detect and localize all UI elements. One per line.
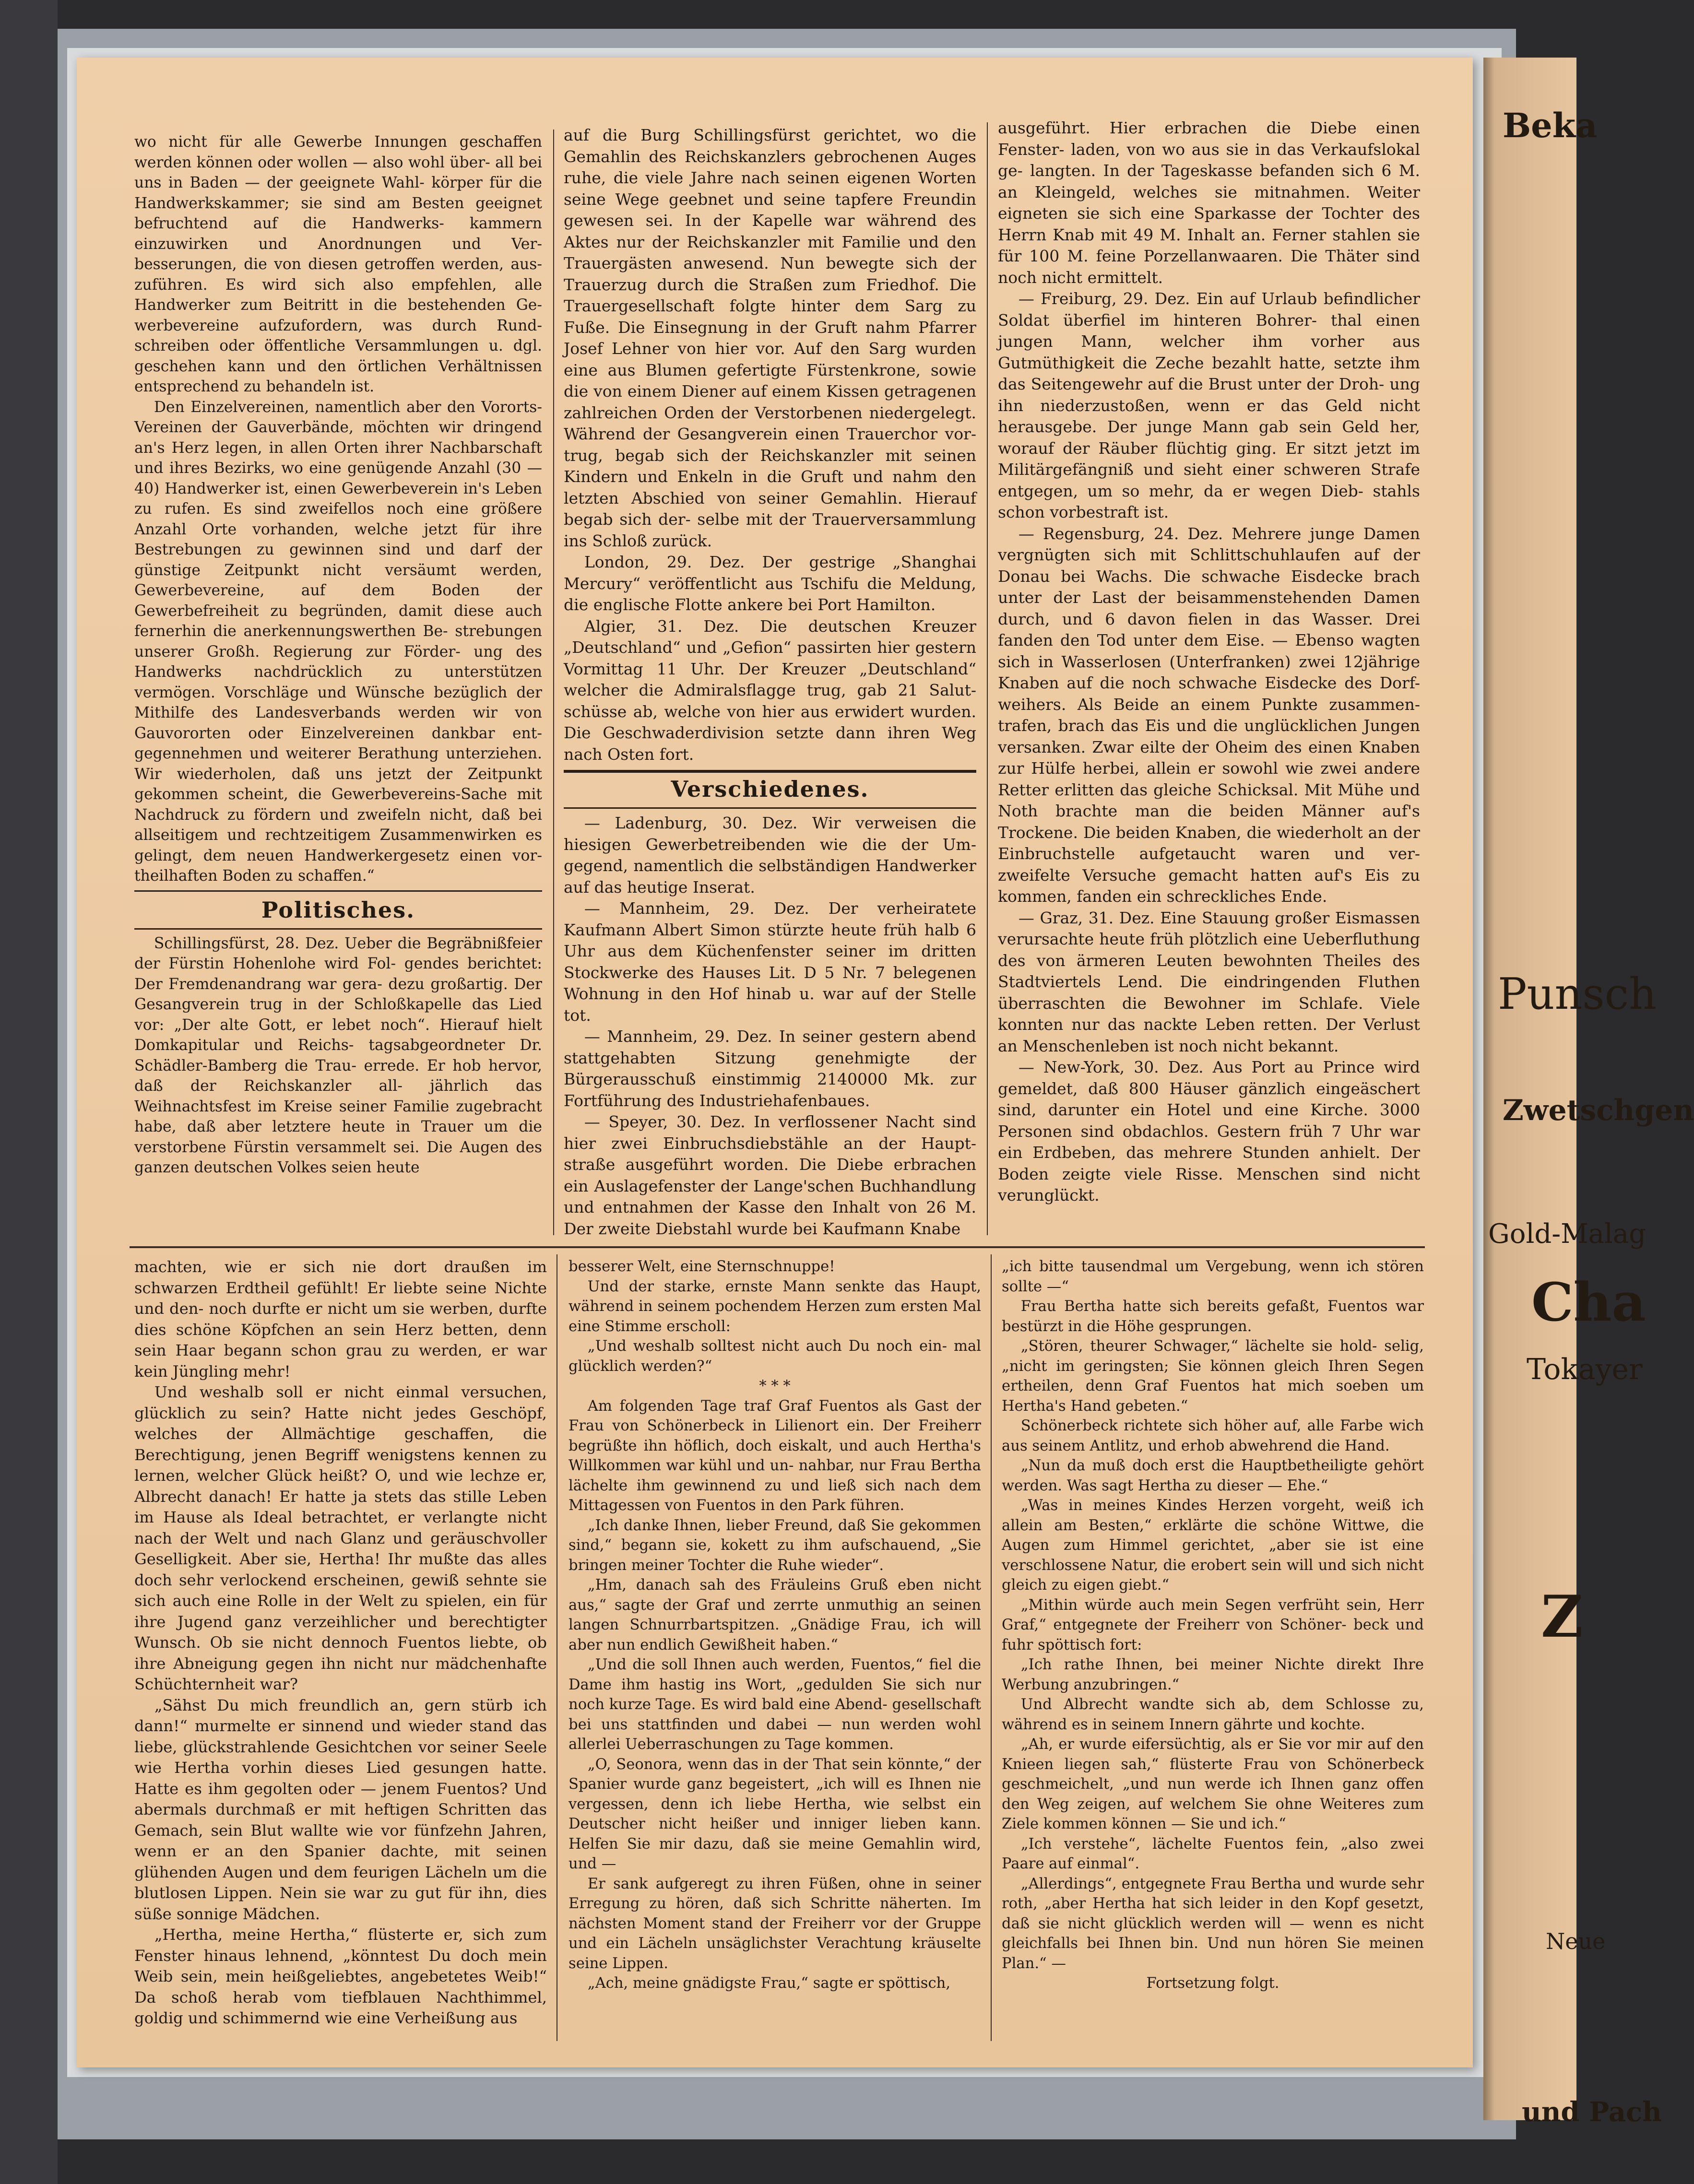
paragraph: „Nun da muß doch erst die Hauptbetheiligte gehört werden. Was sagt Hertha zu dieser — Ehe.“ (1002, 1457, 1424, 1494)
continuation-note: Fortsetzung folgt. (1146, 1975, 1279, 1992)
feuilleton-column-2 (569, 1257, 981, 2043)
section-heading-politics: Politisches. (261, 897, 415, 923)
adjacent-page-fragment: Z (1541, 1583, 1583, 1651)
feuilleton-column-1 (134, 1257, 547, 2043)
column-divider (553, 130, 554, 1235)
paragraph: „Hertha, meine Hertha,“ flüsterte er, sich zum Fenster hinaus lehnend, „könntest Du doch mein Weib sein, mein heißgeliebtes, angebetetes Weib!“ Da schoß herab vom tiefblauen Nachthimmel, goldig und schimmernd wie eine Verheißung aus (134, 1925, 547, 2027)
paragraph: „Ah, er wurde eifersüchtig, als er Sie vor mir auf den Knieen liegen sah,“ flüsterte Frau von Schönerbeck geschmeichelt, „und nun werde ich Ihnen ganz offen den Weg zeigen, auf welchem Sie ohne Weiteres zum Ziele kommen können — Sie und ich.“ (1002, 1736, 1424, 1832)
paragraph: „Allerdings“, entgegnete Frau Bertha und wurde sehr roth, „aber Hertha hat sich leider in den Kopf gesetzt, daß sie nicht glücklich werden will — wenn es nicht gleichfalls bei Ihnen bin. Und nun hören Sie meinen Plan.“ — (1002, 1875, 1424, 1972)
paragraph: Den Einzelvereinen, namentlich aber den Vororts-Vereinen der Gauverbände, möchten wir dringend an's Herz legen, in allen Orten ihrer Nachbarschaft und ihres Bezirks, wo eine genügende Anzahl (30 — 40) Handwerker ist, einen Gewerbeverein in's Leben zu rufen. Es sind zweifellos noch eine größere Anzahl Orte vorhanden, welche jetzt für ihre Bestrebungen zu gewinnen sind und darf der günstige Zeitpunkt nicht versäumt werden, Gewerbevereine, auf dem Boden der Gewerbefreiheit zu begründen, damit diese auch fernerhin die anerkennungswerthen Be- strebungen unserer Großh. Regierung zur Förder- ung des Handwerks nachdrücklich zu unterstützen vermögen. Vorschläge und Wünsche bezüglich der Mithilfe des Landesverbands werden wir von Gauvororten oder Einzelvereinen dankbar ent- gegennehmen und weiterer Berathung unterziehen. Wir wiederholen, daß uns jetzt der Zeitpunkt gekommen scheint, die Gewerbevereins-Sache mit Nachdruck zu fördern und zweifeln nicht, daß bei allseitigem und rechtzeitigem Zusammenwirken es gelingt, dem neuen Handwerkergesetz einen vor- theilhaften Boden zu schaffen.“ (134, 398, 542, 885)
paragraph: London, 29. Dez. Der gestrige „Shanghai Mercury“ veröffentlicht aus Tschifu die Meldung, die englische Flotte ankere bei Port Hamilton. (564, 553, 976, 614)
paragraph: wo nicht für alle Gewerbe Innungen geschaffen werden können oder wollen — also wohl über- all bei uns in Baden — der geeignete Wahl- körper für die Handwerkskammer; sie sind am Besten geeignet befruchtend auf die Handwerks- kammern einzuwirken und Anordnungen und Ver- besserungen, die von diesen getroffen werden, aus- zuführen. Es wird sich also empfehlen, alle Handwerker zum Beitritt in die bestehenden Ge- werbevereine aufzufordern, was durch Rund- schreiben oder öffentliche Versammlungen u. dgl. geschehen kann und den örtlichen Verhältnissen entsprechend zu behandeln ist. (134, 133, 542, 395)
paragraph: — New-York, 30. Dez. Aus Port au Prince wird gemeldet, daß 800 Häuser gänzlich eingeäschert sind, darunter ein Hotel und eine Kirche. 3000 Personen sind obdachlos. Gestern früh 7 Uhr war ein Erdbeben, das mehrere Stunden anhielt. Der Boden zeigte viele Risse. Menschen sind nicht verunglückt. (998, 1058, 1420, 1204)
paragraph: auf die Burg Schillingsfürst gerichtet, wo die Gemahlin des Reichskanzlers gebrochenen Auges ruhe, die viele Jahre nach seinen eigenen Worten seine Wege geebnet und seine tapfere Freundin gewesen sei. In der Kapelle war während des Aktes nur der Reichskanzler mit Familie und den Trauergästen anwesend. Nun bewegte sich der Trauerzug durch die Straßen zum Friedhof. Die Trauergesellschaft folgte hinter dem Sarg zu Fuße. Die Einsegnung in der Gruft nahm Pfarrer Josef Lehner von hier vor. Auf den Sarg wurden eine aus Blumen gefertigte Fürstenkrone, sowie die von einem Diener auf einem Kissen getragenen zahlreichen Orden der Verstorbenen niedergelegt. Während der Gesangverein einen Trauerchor vor- trug, begab sich der Reichskanzler mit seinen Kindern und Enkeln in die Gruft und nahm den letzten Abschied von seiner Gemahlin. Hierauf begab sich der- selbe mit der Trauerversammlung ins Schloß zurück. (564, 126, 976, 550)
paragraph: „Und weshalb solltest nicht auch Du noch ein- mal glücklich werden?“ (569, 1338, 981, 1375)
paragraph: — Mannheim, 29. Dez. Der verheiratete Kaufmann Albert Simon stürzte heute früh halb 6 Uhr aus dem Küchenfenster seiner im dritten Stockwerke des Hauses Lit. D 5 Nr. 7 belegenen Wohnung in den Hof hinab u. war auf der Stelle tot. (564, 899, 976, 1025)
feuilleton-column-3 (1002, 1257, 1424, 2043)
column-divider (991, 1254, 992, 2041)
paragraph: — Freiburg, 29. Dez. Ein auf Urlaub befindlicher Soldat überfiel im hinteren Bohrer- thal einen jungen Mann, welcher ihm vorher aus Gutmüthigkeit die Zeche bezahlt hatte, setzte ihm das Seitengewehr auf die Brust unter der Droh- ung ihn niederzustoßen, wenn er das Geld nicht herausgebe. Der junge Mann gab sein Geld her, worauf der Räuber flüchtig ging. Er sitzt jetzt im Militärgefängniß und sieht einer schweren Strafe entgegen, um so mehr, da er wegen Dieb- stahls schon vorbestraft ist. (998, 289, 1420, 521)
paragraph: „Mithin würde auch mein Segen verfrüht sein, Herr Graf,“ entgegnete der Freiherr von Schöner- beck und fuhr spöttisch fort: (1002, 1596, 1424, 1653)
paragraph: — Regensburg, 24. Dez. Mehrere junge Damen vergnügten sich mit Schlittschuhlaufen auf der Donau bei Wachs. Die schwache Eisdecke brach unter der Last der beisammenstehenden Damen durch, und 6 davon fielen in das Wasser. Drei fanden den Tod unter dem Eise. — Ebenso wagten sich in Wasserlosen (Unterfranken) zwei 12jährige Knaben auf die noch schwache Eisdecke des Dorf- weihers. Als Beide an einem Punkte zusammen- trafen, brach das Eis und die unglücklichen Jungen versanken. Zwar eilte der Oheim des einen Knaben zur Hülfe herbei, allein er sowohl wie zwei andere Retter erlitten das gleiche Schicksal. Mit Mühe und Noth brachte man die beiden Männer auf's Trockene. Die beiden Knaben, die wiederholt an der Einbruchstelle aufgetaucht waren und ver- zweifelte Versuche gemacht hatten auf's Eis zu kommen, fanden ein schreckliches Ende. (998, 524, 1420, 906)
paragraph: „Ich danke Ihnen, lieber Freund, daß Sie gekommen sind,“ begann sie, kokett zu ihm aufschauend, „Sie bringen meiner Tochter die Ruhe wieder“. (569, 1517, 981, 1574)
feuilleton-rule (130, 1246, 1425, 1248)
paragraph: „Stören, theurer Schwager,“ lächelte sie hold- selig, „nicht im geringsten; Sie können gleich Ihren Segen ertheilen, denn Graf Fuentos hat mich soeben um Hertha's Hand gebeten.“ (1002, 1338, 1424, 1415)
section-rule (564, 807, 976, 809)
scan-background (0, 0, 58, 2184)
paragraph: Schillingsfürst, 28. Dez. Ueber die Begräbnißfeier der Fürstin Hohenlohe wird Fol- gendes berichtet: Der Fremdenandrang war gera- dezu großartig. Der Gesangverein trug in der Schloßkapelle das Lied vor: „Der alte Gott, er lebet noch“. Hierauf hielt Domkapitular und Reichs- tagsabgeordneter Dr. Schädler-Bamberg die Trau- errede. Er hob hervor, daß der Reichskanzler all- jährlich das Weihnachtsfest im Kreise seiner Familie zugebracht habe, daß aber letztere heute in Trauer um die verstorbene Fürstin versammelt sei. Die Augen des ganzen deutschen Volkes seien heute (134, 934, 542, 1176)
upper-column-2 (564, 125, 976, 1240)
adjacent-page-fragment: Punsch (1498, 969, 1657, 1019)
paragraph: „Was in meines Kindes Herzen vorgeht, weiß ich allein am Besten,“ erklärte die schöne Wittwe, die Augen zum Himmel gerichtet, „aber sie ist eine verschlossene Natur, die erobert sein will und sich nicht gleich zu eigen giebt.“ (1002, 1497, 1424, 1594)
paragraph: — Speyer, 30. Dez. In verflossener Nacht sind hier zwei Einbruchsdiebstähle an der Haupt- straße ausgeführt worden. Die Diebe erbrachen ein Auslagefenster der Lange'schen Buchhandlung und entnahmen der Kasse den Inhalt von 26 M. Der zweite Diebstahl wurde bei Kaufmann Knabe (564, 1112, 976, 1238)
section-heading-miscellaneous: Verschiedenes. (671, 776, 869, 802)
paragraph: „ich bitte tausendmal um Vergebung, wenn ich stören sollte —“ (1002, 1258, 1424, 1295)
paragraph: Und weshalb soll er nicht einmal versuchen, glücklich zu sein? Hatte nicht jedes Geschöpf, welches der Allmächtige geschaffen, die Berechtigung, jenen Begriff wenigstens kennen zu lernen, welcher Glück heißt? O, und wie lechze er, Albrecht danach! Er hatte ja stets das stille Leben im Hause als Ideal betrachtet, er verlangte nicht nach der Welt und nach Glanz und geräuschvoller Geselligkeit. Aber sie, Hertha! Ihr mußte das alles doch sehr verlockend erscheinen, gewiß sehnte sie sich auch eine Rolle in der Welt zu spielen, ein für ihre Jugend ganz verzeihlicher und berechtigter Wunsch. Ob sie nicht dennoch Fuentos liebte, ob ihre Abneigung gegen ihn nicht nur mädchenhafte Schüchternheit war? (134, 1383, 547, 1693)
adjacent-page-fragment: Tokayer (1527, 1353, 1643, 1386)
adjacent-page-fragment: und Pach (1522, 2096, 1662, 2128)
section-rule (134, 928, 542, 930)
paragraph: — Mannheim, 29. Dez. In seiner gestern abend stattgehabten Sitzung genehmigte der Bürgerausschuß einstimmig 2140000 Mk. zur Fortführung des Industriehafenbaues. (564, 1027, 976, 1110)
paragraph: ausgeführt. Hier erbrachen die Diebe einen Fenster- laden, von wo aus sie in das Verkaufslokal ge- langten. In der Tageskasse befanden sich 6 M. an Kleingeld, welches sie mitnahmen. Weiter eigneten sie sich eine Sparkasse der Tochter des Herrn Knab mit 49 M. Inhalt an. Ferner stahlen sie für 100 M. feine Porzellanwaaren. Die Thäter sind noch nicht ermittelt. (998, 118, 1420, 287)
upper-column-3 (998, 118, 1420, 1240)
paragraph: — Graz, 31. Dez. Eine Stauung großer Eismassen verursachte heute früh plötzlich eine Ueberfluthung des von ärmeren Leuten bewohnten Theiles des Stadtviertels Lend. Die eindringenden Fluthen überraschten die Bewohner im Schlafe. Viele konnten nur das nackte Leben retten. Der Verlust an Menschenleben ist noch nicht bekannt. (998, 908, 1420, 1055)
adjacent-page-fragment: Gold-Malag (1488, 1218, 1646, 1250)
paragraph: „Ich rathe Ihnen, bei meiner Nichte direkt Ihre Werbung anzubringen.“ (1002, 1656, 1424, 1693)
paragraph: machten, wie er sich nie dort draußen im schwarzen Erdtheil gefühlt! Er liebte seine Nichte und den- noch durfte er nicht um sie werben, durfte dies schöne Köpfchen an sein Herz betten, denn sein Haar begann schon grau zu werden, er war kein Jüngling mehr! (134, 1258, 547, 1381)
paragraph: „Ach, meine gnädigste Frau,“ sagte er spöttisch, (587, 1975, 951, 1992)
paragraph: besserer Welt, eine Sternschnuppe! (569, 1258, 835, 1275)
paragraph: „O, Seonora, wenn das in der That sein könnte,“ der Spanier wurde ganz begeistert, „ich will es Ihnen nie vergessen, denn ich liebe Hertha, wie selbst ein Deutscher nicht heißer und inniger lieben kann. Helfen Sie mir dazu, daß sie meine Gemahlin wird, und — (569, 1756, 981, 1872)
paragraph: „Und die soll Ihnen auch werden, Fuentos,“ fiel die Dame ihm hastig ins Wort, „gedulden Sie sich nur noch kurze Tage. Es wird bald eine Abend- gesellschaft bei uns stattfinden und dabei — nun werden wohl allerlei Ueberraschungen zu Tage kommen. (569, 1656, 981, 1753)
section-rule (134, 890, 542, 892)
column-divider (987, 122, 988, 1235)
section-asterisks: * * * (759, 1378, 791, 1394)
paragraph: „Sähst Du mich freundlich an, gern stürb ich dann!“ murmelte er sinnend und wieder stand das liebe, glückstrahlende Gesichtchen vor seiner Seele wie Hertha vorhin dieses Lied gesungen hatte. Hatte es ihm gegolten oder — jenem Fuentos? Und abermals durchmaß er mit heftigen Schritten das Gemach, sein Blut wallte wie vor fünfzehn Jahren, wenn er an den Spanier dachte, mit seinen glühenden Augen und dem feurigen Lächeln um die blutlosen Lippen. Nein sie war zu gut für ihn, dies süße sonnige Mädchen. (134, 1696, 547, 1923)
adjacent-page-edge (1483, 58, 1694, 2128)
adjacent-page-fragment: Neue (1546, 1928, 1606, 1954)
upper-column-1 (134, 132, 542, 1240)
paragraph: Am folgenden Tage traf Graf Fuentos als Gast der Frau von Schönerbeck in Lilienort ein. Der Freiherr begrüßte ihn höflich, doch eiskalt, und auch Hertha's Willkommen war kühl und un- nahbar, nur Frau Bertha lächelte ihm gewinnend zu und ließ sich nach dem Mittagessen von Fuentos in den Park führen. (569, 1397, 981, 1514)
paragraph: Algier, 31. Dez. Die deutschen Kreuzer „Deutschland“ und „Gefion“ passirten hier gestern Vormittag 11 Uhr. Der Kreuzer „Deutschland“ welcher die Admiralsflagge trug, gab 21 Salut- schüsse ab, welche von hier aus erwidert wurden. Die Geschwaderdivision setzte dann ihren Weg nach Osten fort. (564, 616, 976, 764)
paragraph: Frau Bertha hatte sich bereits gefaßt, Fuentos war bestürzt in die Höhe gesprungen. (1002, 1298, 1424, 1335)
paragraph: Er sank aufgeregt zu ihren Füßen, ohne in seiner Erregung zu hören, daß sich Schritte näherten. Im nächsten Moment stand der Freiherr vor der Gruppe und ein Lächeln unsäglichster Verachtung kräuselte seine Lippen. (569, 1875, 981, 1972)
section-rule (564, 770, 976, 773)
paragraph: „Hm, danach sah des Fräuleins Gruß eben nicht aus,“ sagte der Graf und zerrte unmuthig an seinen langen Schnurrbartspitzen. „Gnädige Frau, ich will aber nun endlich Gewißheit haben.“ (569, 1577, 981, 1653)
adjacent-page-fragment: Cha (1531, 1271, 1646, 1333)
newspaper-page (77, 58, 1473, 2067)
adjacent-page-fragment: Beka (1503, 106, 1598, 145)
paragraph: „Ich verstehe“, lächelte Fuentos fein, „also zwei Paare auf einmal“. (1002, 1835, 1424, 1872)
paragraph: Und Albrecht wandte sich ab, dem Schlosse zu, während es in seinem Innern gährte und kochte. (1002, 1696, 1424, 1733)
adjacent-page-fragment: Zwetschgen (1503, 1094, 1694, 1127)
paragraph: — Ladenburg, 30. Dez. Wir verweisen die hiesigen Gewerbetreibenden wie die der Um- gegend, namentlich die selbständigen Handwerker auf das heutige Inserat. (564, 814, 976, 897)
paragraph: Schönerbeck richtete sich höher auf, alle Farbe wich aus seinem Antlitz, und erhob abwehrend die Hand. (1002, 1417, 1424, 1454)
paragraph: Und der starke, ernste Mann senkte das Haupt, während in seinem pochendem Herzen zum ersten Mal eine Stimme erscholl: (569, 1278, 981, 1335)
